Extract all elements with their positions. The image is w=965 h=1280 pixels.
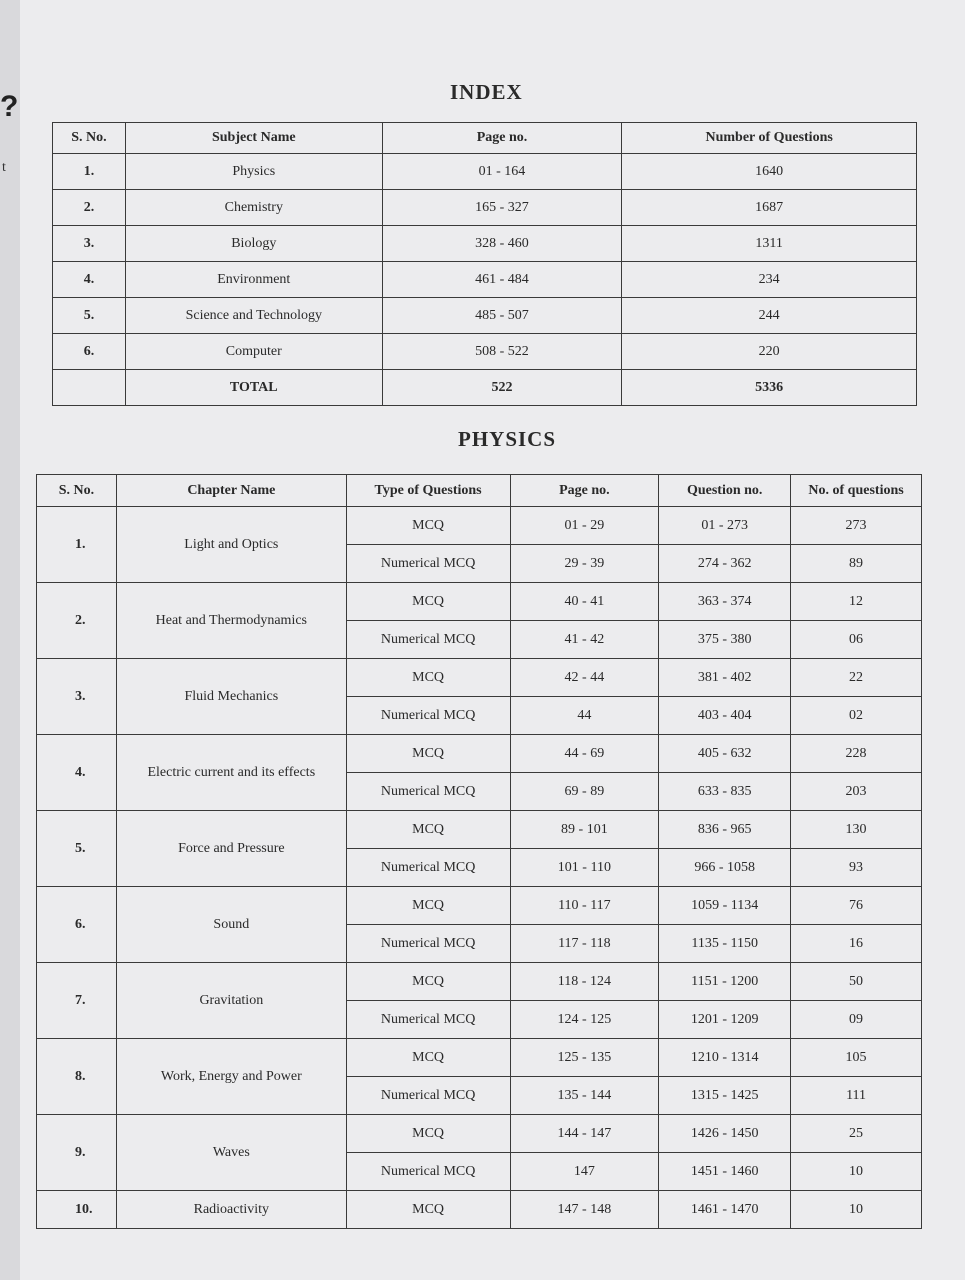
question-count: 105 xyxy=(791,1039,922,1077)
chapter-sno: 7. xyxy=(37,963,117,1039)
index-total-label: TOTAL xyxy=(125,370,382,406)
question-type: MCQ xyxy=(346,1039,510,1077)
question-type: MCQ xyxy=(346,811,510,849)
chapter-pages: 101 - 110 xyxy=(510,849,659,887)
index-header-subject: Subject Name xyxy=(125,123,382,154)
physics-row xyxy=(37,887,922,925)
chapter-name: Gravitation xyxy=(116,963,346,1039)
chapter-name: Heat and Thermodynamics xyxy=(116,583,346,659)
chapter-pages: 89 - 101 xyxy=(510,811,659,849)
physics-header-count: No. of questions xyxy=(791,475,922,507)
physics-header-pages: Page no. xyxy=(510,475,659,507)
index-header-sno: S. No. xyxy=(53,123,126,154)
question-range: 274 - 362 xyxy=(659,545,791,583)
index-row xyxy=(53,154,917,190)
chapter-name: Radioactivity xyxy=(116,1191,346,1229)
question-type: Numerical MCQ xyxy=(346,1001,510,1039)
index-row xyxy=(53,298,917,334)
index-table xyxy=(52,122,917,406)
chapter-pages: 69 - 89 xyxy=(510,773,659,811)
physics-row xyxy=(37,583,922,621)
chapter-pages: 147 - 148 xyxy=(510,1191,659,1229)
question-count: 25 xyxy=(791,1115,922,1153)
question-count: 93 xyxy=(791,849,922,887)
chapter-pages: 147 xyxy=(510,1153,659,1191)
question-range: 381 - 402 xyxy=(659,659,791,697)
question-count: 22 xyxy=(791,659,922,697)
chapter-name: Electric current and its effects xyxy=(116,735,346,811)
question-range: 363 - 374 xyxy=(659,583,791,621)
physics-title: PHYSICS xyxy=(458,427,557,451)
question-count: 228 xyxy=(791,735,922,773)
question-type: MCQ xyxy=(346,583,510,621)
question-type: Numerical MCQ xyxy=(346,1077,510,1115)
chapter-sno: 8. xyxy=(37,1039,117,1115)
index-subject: Physics xyxy=(125,154,382,190)
chapter-sno: 3. xyxy=(37,659,117,735)
physics-table xyxy=(36,474,922,1229)
question-range: 633 - 835 xyxy=(659,773,791,811)
index-header-questions: Number of Questions xyxy=(622,123,917,154)
question-range: 1461 - 1470 xyxy=(659,1191,791,1229)
physics-row xyxy=(37,1115,922,1153)
index-header-pages: Page no. xyxy=(382,123,622,154)
index-pages: 508 - 522 xyxy=(382,334,622,370)
edge-letter: t xyxy=(2,160,6,175)
index-questions: 1640 xyxy=(622,154,917,190)
chapter-sno: 2. xyxy=(37,583,117,659)
question-count: 76 xyxy=(791,887,922,925)
chapter-name: Fluid Mechanics xyxy=(116,659,346,735)
question-count: 10 xyxy=(791,1191,922,1229)
physics-header-sno: S. No. xyxy=(37,475,117,507)
physics-row xyxy=(37,1191,922,1229)
question-type: MCQ xyxy=(346,963,510,1001)
chapter-pages: 117 - 118 xyxy=(510,925,659,963)
question-type: Numerical MCQ xyxy=(346,1153,510,1191)
chapter-name: Force and Pressure xyxy=(116,811,346,887)
index-questions: 220 xyxy=(622,334,917,370)
chapter-name: Light and Optics xyxy=(116,507,346,583)
physics-row xyxy=(37,735,922,773)
question-range: 1426 - 1450 xyxy=(659,1115,791,1153)
question-range: 1315 - 1425 xyxy=(659,1077,791,1115)
chapter-name: Sound xyxy=(116,887,346,963)
question-type: MCQ xyxy=(346,507,510,545)
chapter-sno: 4. xyxy=(37,735,117,811)
index-subject: Chemistry xyxy=(125,190,382,226)
index-subject: Science and Technology xyxy=(125,298,382,334)
question-type: Numerical MCQ xyxy=(346,925,510,963)
index-sno: 6. xyxy=(53,334,126,370)
chapter-pages: 41 - 42 xyxy=(510,621,659,659)
index-questions: 1311 xyxy=(622,226,917,262)
index-pages: 165 - 327 xyxy=(382,190,622,226)
index-pages: 461 - 484 xyxy=(382,262,622,298)
question-range: 403 - 404 xyxy=(659,697,791,735)
index-total-sno xyxy=(53,370,126,406)
chapter-pages: 29 - 39 xyxy=(510,545,659,583)
question-type: MCQ xyxy=(346,1191,510,1229)
index-total-questions: 5336 xyxy=(622,370,917,406)
physics-header-qno: Question no. xyxy=(659,475,791,507)
chapter-pages: 118 - 124 xyxy=(510,963,659,1001)
physics-row xyxy=(37,963,922,1001)
question-range: 1451 - 1460 xyxy=(659,1153,791,1191)
chapter-pages: 110 - 117 xyxy=(510,887,659,925)
question-count: 273 xyxy=(791,507,922,545)
index-pages: 485 - 507 xyxy=(382,298,622,334)
index-title: INDEX xyxy=(450,80,523,104)
question-count: 12 xyxy=(791,583,922,621)
question-type: Numerical MCQ xyxy=(346,621,510,659)
index-body xyxy=(53,154,917,370)
question-range: 1210 - 1314 xyxy=(659,1039,791,1077)
chapter-sno: 5. xyxy=(37,811,117,887)
index-header-row xyxy=(53,123,917,154)
index-questions: 244 xyxy=(622,298,917,334)
chapter-name: Work, Energy and Power xyxy=(116,1039,346,1115)
chapter-pages: 135 - 144 xyxy=(510,1077,659,1115)
question-count: 02 xyxy=(791,697,922,735)
question-type: Numerical MCQ xyxy=(346,773,510,811)
chapter-pages: 01 - 29 xyxy=(510,507,659,545)
question-range: 1059 - 1134 xyxy=(659,887,791,925)
question-type: MCQ xyxy=(346,1115,510,1153)
question-range: 966 - 1058 xyxy=(659,849,791,887)
physics-header-row xyxy=(37,475,922,507)
index-sno: 1. xyxy=(53,154,126,190)
physics-body xyxy=(37,507,922,1229)
index-total-pages: 522 xyxy=(382,370,622,406)
chapter-sno: 6. xyxy=(37,887,117,963)
chapter-pages: 124 - 125 xyxy=(510,1001,659,1039)
index-row xyxy=(53,226,917,262)
question-type: Numerical MCQ xyxy=(346,849,510,887)
index-total-row xyxy=(53,370,917,406)
question-range: 836 - 965 xyxy=(659,811,791,849)
chapter-pages: 42 - 44 xyxy=(510,659,659,697)
question-count: 89 xyxy=(791,545,922,583)
question-count: 50 xyxy=(791,963,922,1001)
physics-header-type: Type of Questions xyxy=(346,475,510,507)
question-range: 1135 - 1150 xyxy=(659,925,791,963)
chapter-sno: 10. xyxy=(37,1191,117,1229)
physics-row xyxy=(37,1039,922,1077)
index-sno: 5. xyxy=(53,298,126,334)
index-pages: 328 - 460 xyxy=(382,226,622,262)
index-row xyxy=(53,334,917,370)
physics-header-chapter: Chapter Name xyxy=(116,475,346,507)
index-questions: 234 xyxy=(622,262,917,298)
chapter-pages: 44 - 69 xyxy=(510,735,659,773)
index-subject: Computer xyxy=(125,334,382,370)
edge-question-mark: ? xyxy=(0,90,19,123)
index-row xyxy=(53,262,917,298)
question-type: MCQ xyxy=(346,659,510,697)
question-count: 09 xyxy=(791,1001,922,1039)
question-count: 111 xyxy=(791,1077,922,1115)
index-sno: 4. xyxy=(53,262,126,298)
index-sno: 2. xyxy=(53,190,126,226)
question-count: 06 xyxy=(791,621,922,659)
question-count: 16 xyxy=(791,925,922,963)
physics-row xyxy=(37,659,922,697)
chapter-sno: 9. xyxy=(37,1115,117,1191)
index-sno: 3. xyxy=(53,226,126,262)
question-range: 405 - 632 xyxy=(659,735,791,773)
index-subject: Environment xyxy=(125,262,382,298)
chapter-name: Waves xyxy=(116,1115,346,1191)
question-range: 1151 - 1200 xyxy=(659,963,791,1001)
question-type: Numerical MCQ xyxy=(346,545,510,583)
question-type: Numerical MCQ xyxy=(346,697,510,735)
physics-row xyxy=(37,811,922,849)
index-row xyxy=(53,190,917,226)
index-subject: Biology xyxy=(125,226,382,262)
question-range: 1201 - 1209 xyxy=(659,1001,791,1039)
physics-row xyxy=(37,507,922,545)
index-questions: 1687 xyxy=(622,190,917,226)
index-pages: 01 - 164 xyxy=(382,154,622,190)
question-count: 130 xyxy=(791,811,922,849)
question-count: 10 xyxy=(791,1153,922,1191)
chapter-pages: 125 - 135 xyxy=(510,1039,659,1077)
chapter-pages: 144 - 147 xyxy=(510,1115,659,1153)
question-count: 203 xyxy=(791,773,922,811)
question-range: 01 - 273 xyxy=(659,507,791,545)
question-type: MCQ xyxy=(346,887,510,925)
question-type: MCQ xyxy=(346,735,510,773)
chapter-pages: 40 - 41 xyxy=(510,583,659,621)
chapter-pages: 44 xyxy=(510,697,659,735)
question-range: 375 - 380 xyxy=(659,621,791,659)
chapter-sno: 1. xyxy=(37,507,117,583)
